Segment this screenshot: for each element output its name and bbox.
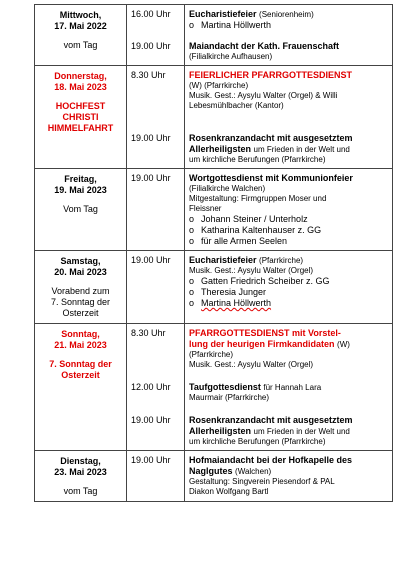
event-title: Hofmaiandacht bei der Hofkapelle des — [189, 455, 353, 465]
event-title: lung der heurigen Firmkandidaten — [189, 339, 335, 349]
event-detail: Mitgestaltung: Firmgruppen Moser und — [189, 194, 327, 203]
event-title: Allerheiligsten — [189, 426, 252, 436]
event-time: 12.00 Uhr — [131, 382, 171, 392]
day-cell — [35, 169, 127, 251]
bullet-icon: o — [189, 236, 195, 246]
event-title-suffix: um Frieden in der Welt und — [253, 427, 350, 436]
event-title: Rosenkranzandacht mit ausgesetztem — [189, 415, 353, 425]
event-detail: Gestaltung: Singverein Piesendorf & PAL — [189, 477, 335, 486]
time-cell — [127, 324, 185, 451]
event-title: Naglgutes — [189, 466, 233, 476]
day-name-line: Freitag, — [64, 174, 97, 184]
event-block — [189, 173, 389, 247]
event-time: 19.00 Uhr — [131, 255, 171, 265]
event-detail: Musik. Gest.: Aysylu Walter (Orgel) — [189, 360, 314, 369]
event-title-line — [189, 41, 389, 52]
day-note-line: HIMMELFAHRT — [47, 123, 114, 133]
day-note-line: Vorabend zum — [51, 286, 110, 296]
day-note-line: Vom Tag — [63, 204, 98, 214]
event-block — [189, 41, 389, 62]
bullet-icon: o — [189, 225, 195, 235]
event-title-suffix: (Seniorenheim) — [259, 10, 314, 19]
event-block — [189, 415, 389, 447]
event-title: PFARRGOTTESDIENST mit Vorstel- — [189, 328, 341, 338]
time-cell — [127, 169, 185, 251]
event-title: Eucharistiefeier — [189, 9, 257, 19]
event-block — [189, 382, 389, 403]
event-block — [189, 255, 389, 309]
event-detail: um kirchliche Berufungen (Pfarrkirche) — [189, 155, 326, 164]
intention-text: für alle Armen Seelen — [201, 236, 288, 246]
day-note-line: HOCHFEST — [55, 101, 106, 111]
event-title-line — [189, 9, 389, 20]
event-title-suffix: (Walchen) — [235, 467, 272, 476]
event-cell — [185, 5, 393, 66]
day-note-line: 7. Sonntag der — [50, 297, 111, 307]
event-title: Eucharistiefeier — [189, 255, 257, 265]
event-detail: (Filialkirche Walchen) — [189, 184, 266, 193]
schedule-table — [34, 4, 393, 502]
intention-item — [189, 236, 389, 247]
event-time: 8.30 Uhr — [131, 328, 166, 338]
event-title-line — [189, 328, 389, 339]
day-row — [35, 169, 393, 251]
event-detail: Lebesmühlbacher (Kantor) — [189, 101, 284, 110]
event-time: 19.00 Uhr — [131, 455, 171, 465]
day-cell — [35, 324, 127, 451]
schedule-document — [34, 4, 392, 502]
time-cell — [127, 451, 185, 502]
intention-text: Johann Steiner / Unterholz — [201, 214, 308, 224]
event-title-line — [189, 70, 389, 81]
event-cell — [185, 169, 393, 251]
day-note-line: vom Tag — [63, 486, 98, 496]
bullet-icon: o — [189, 287, 195, 297]
event-detail: (W) (Pfarrkirche) — [189, 81, 249, 90]
event-title-line — [189, 173, 389, 184]
event-time: 16.00 Uhr — [131, 9, 171, 19]
event-title-suffix: für Hannah Lara — [263, 383, 322, 392]
day-name-line: 17. Mai 2022 — [54, 21, 107, 31]
event-title-line — [189, 415, 389, 426]
day-cell — [35, 66, 127, 169]
event-title-line — [189, 133, 389, 144]
bullet-icon: o — [189, 214, 195, 224]
event-cell — [185, 66, 393, 169]
day-cell — [35, 251, 127, 324]
day-cell — [35, 451, 127, 502]
day-name-line: Dienstag, — [60, 456, 101, 466]
event-time: 19.00 Uhr — [131, 133, 171, 143]
event-block — [189, 328, 389, 370]
event-block — [189, 455, 389, 497]
intention-item — [189, 225, 389, 236]
event-title: Rosenkranzandacht mit ausgesetztem — [189, 133, 353, 143]
event-detail: (Filialkirche Aufhausen) — [189, 52, 273, 61]
intention-text: Martina Höllwerth — [201, 298, 272, 308]
day-row — [35, 324, 393, 451]
event-detail: (Pfarrkirche) — [189, 350, 234, 359]
event-block — [189, 9, 389, 31]
event-cell — [185, 251, 393, 324]
day-note-line: vom Tag — [63, 40, 98, 50]
intention-item — [189, 20, 389, 31]
intention-item — [189, 287, 389, 298]
day-row — [35, 451, 393, 502]
intention-text: Katharina Kaltenhauser z. GG — [201, 225, 322, 235]
event-title-suffix: um Frieden in der Welt und — [253, 145, 350, 154]
event-title: Allerheiligsten — [189, 144, 252, 154]
event-title-line — [189, 255, 389, 266]
event-title: Maiandacht der Kath. Frauenschaft — [189, 41, 340, 51]
event-block — [189, 70, 389, 111]
event-title-suffix: (Pfarrkirche) — [259, 256, 304, 265]
event-block — [189, 133, 389, 165]
day-name-line: Donnerstag, — [54, 71, 107, 81]
day-note-line: 7. Sonntag der — [49, 359, 112, 369]
event-detail: Musik. Gest.: Aysylu Walter (Orgel) & Willi — [189, 91, 338, 100]
intention-text: Theresia Junger — [201, 287, 267, 297]
event-detail: Diakon Wolfgang Bartl — [189, 487, 269, 496]
day-row — [35, 251, 393, 324]
event-time: 19.00 Uhr — [131, 41, 171, 51]
event-title-suffix: (W) — [337, 340, 350, 349]
day-note-line: Osterzeit — [61, 370, 100, 380]
day-cell — [35, 5, 127, 66]
intention-item — [189, 298, 389, 309]
event-title-line — [189, 382, 389, 393]
event-title-line — [189, 466, 389, 477]
event-title-line — [189, 455, 389, 466]
day-note-line: Osterzeit — [62, 308, 99, 318]
event-detail: Fleissner — [189, 204, 222, 213]
day-name-line: 21. Mai 2023 — [54, 340, 107, 350]
day-name-line: 19. Mai 2023 — [54, 185, 107, 195]
event-detail: um kirchliche Berufungen (Pfarrkirche) — [189, 437, 326, 446]
day-name-line: Mittwoch, — [59, 10, 102, 20]
time-cell — [127, 66, 185, 169]
day-row — [35, 5, 393, 66]
event-cell — [185, 451, 393, 502]
day-name-line: 20. Mai 2023 — [54, 267, 107, 277]
event-title-line — [189, 426, 389, 437]
event-title-line — [189, 339, 389, 350]
time-cell — [127, 251, 185, 324]
day-note-line: CHRISTI — [62, 112, 99, 122]
day-name-line: Samstag, — [60, 256, 101, 266]
event-time: 19.00 Uhr — [131, 415, 171, 425]
event-detail: Maurmair (Pfarrkirche) — [189, 393, 270, 402]
time-cell — [127, 5, 185, 66]
intention-item — [189, 214, 389, 225]
event-title: Wortgottesdienst mit Kommunionfeier — [189, 173, 353, 183]
event-cell — [185, 324, 393, 451]
bullet-icon: o — [189, 20, 195, 30]
bullet-icon: o — [189, 298, 195, 308]
intention-text: Gatten Friedrich Scheiber z. GG — [201, 276, 330, 286]
intention-text: Martina Höllwerth — [201, 20, 272, 30]
event-title: Taufgottesdienst — [189, 382, 261, 392]
event-time: 19.00 Uhr — [131, 173, 171, 183]
bullet-icon: o — [189, 276, 195, 286]
event-detail: Musik. Gest.: Aysylu Walter (Orgel) — [189, 266, 314, 275]
event-title: FEIERLICHER PFARRGOTTESDIENST — [189, 70, 353, 80]
day-name-line: Sonntag, — [61, 329, 100, 339]
day-name-line: 23. Mai 2023 — [54, 467, 107, 477]
event-time: 8.30 Uhr — [131, 70, 166, 80]
day-name-line: 18. Mai 2023 — [54, 82, 107, 92]
event-title-line — [189, 144, 389, 155]
intention-item — [189, 276, 389, 287]
day-row — [35, 66, 393, 169]
